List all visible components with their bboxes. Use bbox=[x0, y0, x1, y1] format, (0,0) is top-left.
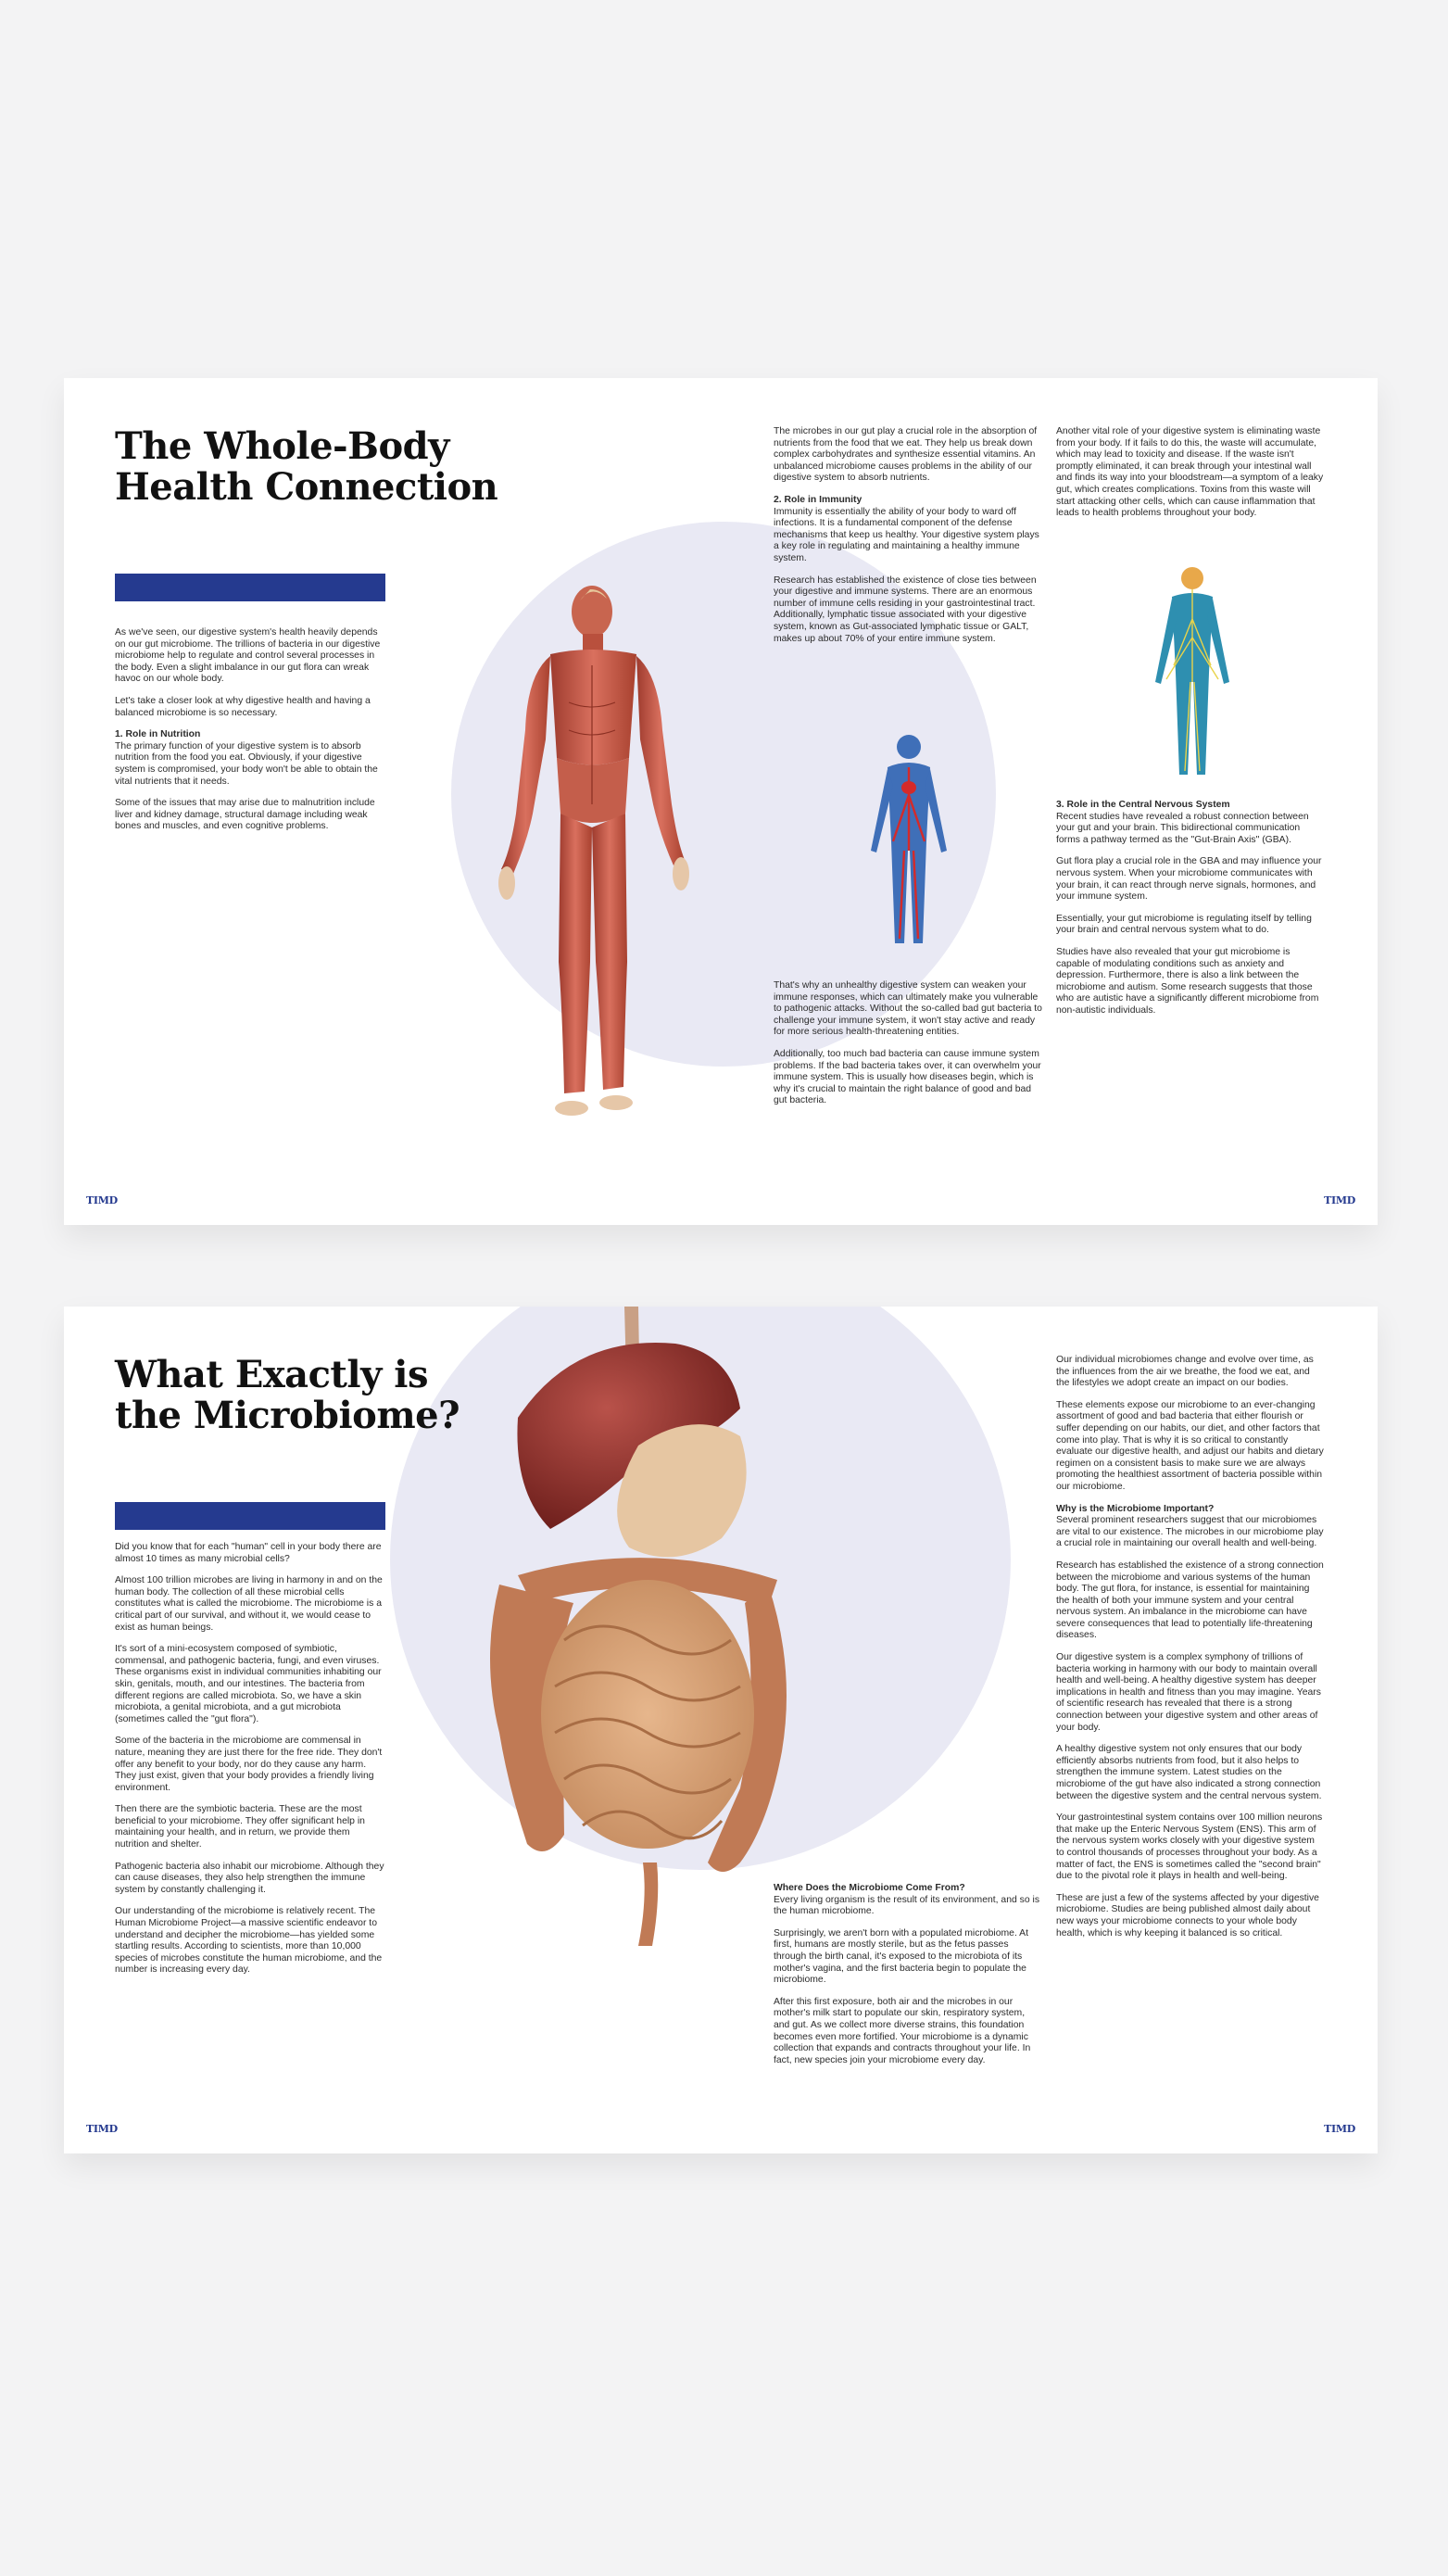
paragraph: Research has established the existence of a strong connection between the microbiome and various systems of the human body. The gut flora, for instance, is essential for maintaining the health of both your immune system and your central nervous system. An imbalance in the microbiome can have severe consequences that lead to potentially life-threatening diseases. bbox=[1056, 1559, 1324, 1641]
paragraph: Immunity is essentially the ability of your body to ward off infections. It is a fundamental component of the defense mechanisms that keep us healthy. Your digestive system plays a key role in regulating and maintaining a healthy immune system. bbox=[774, 506, 1039, 563]
title-line-2: Health Connection bbox=[115, 465, 498, 509]
paragraph: Let's take a closer look at why digestive health and having a balanced microbiome is so necessary. bbox=[115, 695, 371, 718]
paragraph: Gut flora play a crucial role in the GBA and may influence your nervous system. When your microbiome communicates with your brain, it can react through nerve signals, hormones, and your immune system. bbox=[1056, 856, 1322, 903]
digestive-system-illustration bbox=[462, 1307, 842, 1946]
paragraph: The microbes in our gut play a crucial role in the absorption of nutrients from the food that we eat. They help us break down complex carbohydrates and synthesize essential vitamins. An unbalanced microbiome causes problems in the ability of our digestive system to absorb nutrients. bbox=[774, 426, 1038, 484]
paragraph: Recent studies have revealed a robust connection between your gut and your brain. This bidirectional communication forms a pathway termed as the "Gut-Brain Axis" (GBA). bbox=[1056, 811, 1309, 845]
paragraph: As we've seen, our digestive system's health heavily depends on our gut microbiome. The trillions of bacteria in our digestive microbiome help to regulate and control several processes in the body. Even a slight imbalance in our gut flora can wreak havoc on our whole body. bbox=[115, 627, 381, 685]
section-heading: Why is the Microbiome Important? bbox=[1056, 1503, 1215, 1514]
title-line-1: What Exactly is bbox=[115, 1353, 428, 1396]
middle-column bbox=[774, 1883, 1042, 2077]
paragraph: These are just a few of the systems affected by your digestive microbiome. Studies are being published almost daily about new ways your microbiome connects to your whole body health, which is why keeping it balanced is so critical. bbox=[1056, 1892, 1319, 1938]
paragraph: Studies have also revealed that your gut microbiome is capable of modulating conditions such as anxiety and depression. Furthermore, there is also a link between the microbiome and autism. Some research suggests that those who are autistic have a significantly different microbiome from non-autistic individuals. bbox=[1056, 946, 1319, 1016]
paragraph: The primary function of your digestive system is to absorb nutrition from the food you eat. Obviously, if your digestive system is compromised, your body won't be able to obtain the vital nutrients that it needs. bbox=[115, 740, 378, 787]
right-column bbox=[1056, 1355, 1325, 1950]
section-heading: 2. Role in Immunity bbox=[774, 494, 863, 505]
paragraph: Did you know that for each "human" cell in your body there are almost 10 times as many microbial cells? bbox=[115, 1542, 382, 1564]
section-heading: 3. Role in the Central Nervous System bbox=[1056, 800, 1230, 810]
brand-logo-right: TIMD bbox=[1324, 2123, 1355, 2135]
paragraph: Several prominent researchers suggest that our microbiomes are vital to our existence. The microbes in our microbiome play a crucial role in maintaining our overall health and well-being. bbox=[1056, 1515, 1324, 1549]
brand-logo-right: TIMD bbox=[1324, 1194, 1355, 1206]
paragraph: It's sort of a mini-ecosystem composed of symbiotic, commensal, and pathogenic bacteria, fungi, and even viruses. These organisms exist in individual communities inhabiting our skin, genitals, mouth, and our intestines. The bacteria from different regions are called microbiota. So, we have a skin microbiota, a genital microbiota, and a gut microbiota (sometimes called the "gut flora"). bbox=[115, 1644, 382, 1724]
paragraph: These elements expose our microbiome to an ever-changing assortment of good and bad bacteria that either flourish or suffer depending on our habits, our diet, and other factors that come into play. That is why it is so critical to constantly evaluate our digestive health, and adjust our habits and dietary regimen on a consistent basis to make sure we are always promoting the healthiest assortment of bacteria possible within our microbiome. bbox=[1056, 1399, 1324, 1492]
paragraph: Our digestive system is a complex symphony of trillions of bacteria working in harmony with our body to maintain overall health and well-being. A healthy digestive system has deeper implications in health and fitness than you may imagine. Years of scientific research has revealed that there is a strong connection between your digestive system and other areas of your body. bbox=[1056, 1652, 1321, 1733]
paragraph: Our individual microbiomes change and evolve over time, as the influences from the air we breathe, the food we eat, and the lifestyles we adopt create an impact on our bodies. bbox=[1056, 1355, 1314, 1389]
paragraph: Some of the issues that may arise due to malnutrition include liver and kidney damage, structural damage including weak bones and muscles, and even cognitive problems. bbox=[115, 798, 375, 832]
page-title bbox=[115, 1355, 460, 1436]
title-line-1: The Whole-Body bbox=[115, 424, 449, 468]
paragraph: That's why an unhealthy digestive system can weaken your immune responses, which can ultimately make you vulnerable to pathogenic attacks. Without the so-called bad gut bacteria to challenge your immune system, it won't stay active and ready for more serious health-threatening entities. bbox=[774, 980, 1042, 1038]
accent-bar bbox=[115, 574, 385, 601]
spread-whole-body-health bbox=[64, 378, 1378, 1225]
muscular-body-illustration bbox=[462, 573, 740, 1129]
paragraph: Essentially, your gut microbiome is regulating itself by telling your brain and central nervous system what to do. bbox=[1056, 913, 1312, 936]
section-heading: 1. Role in Nutrition bbox=[115, 729, 201, 740]
section-heading: Where Does the Microbiome Come From? bbox=[774, 1883, 965, 1893]
page-title bbox=[115, 426, 497, 508]
circulatory-system-illustration bbox=[858, 730, 960, 953]
paragraph: Almost 100 trillion microbes are living in harmony in and on the human body. The collection of all these microbial cells constitutes what is called the microbiome. The microbiome is a critical part of our survival, and without it, we would cease to exist as human beings. bbox=[115, 1575, 383, 1633]
title-line-2: the Microbiome? bbox=[115, 1394, 460, 1437]
paragraph: Some of the bacteria in the microbiome are commensal in nature, meaning they are just there for the free ride. They don't offer any benefit to your body, nor do they cause any harm. They just exist, given that your body provides a friendly living environment. bbox=[115, 1736, 383, 1793]
brand-logo-left: TIMD bbox=[86, 1194, 118, 1206]
middle-column-top bbox=[774, 426, 1042, 655]
paragraph: A healthy digestive system not only ensures that our body efficiently absorbs nutrients from food, but it also helps to strengthen the immune system. Latest studies on the microbiome of the gut have also indicated a strong connection between the digestive system and the central nervous system. bbox=[1056, 1744, 1322, 1801]
right-column-bottom bbox=[1056, 800, 1325, 1028]
paragraph: Your gastrointestinal system contains over 100 million neurons that make up the Enteric Nervous System (ENS). This arm of the nervous system works closely with your digestive system to control thousands of processes throughout your body. As a matter of fact, the ENS is sometimes called the "second brain" due to the pivotal role it plays in health and well-being. bbox=[1056, 1812, 1323, 1882]
brand-logo-left: TIMD bbox=[86, 2123, 118, 2135]
paragraph: Another vital role of your digestive system is eliminating waste from your body. If it fails to do this, the waste will accumulate, which may lead to toxicity and disease. If the waste isn't promptly eliminated, it can break through your intestinal wall and finds its way into your bloodstream—a symptom of a leaky gut, which creates complications. Toxins from this waste will start attacking other cells, which can cause inflammation that leads to health problems throughout your body. bbox=[1056, 426, 1324, 519]
paragraph: Additionally, too much bad bacteria can cause immune system problems. If the bad bacteria takes over, it can overwhelm your immune system. This is usually how diseases begin, which is why it's crucial to maintain the right balance of good and bad gut bacteria. bbox=[774, 1048, 1041, 1106]
right-column-top bbox=[1056, 426, 1325, 530]
paragraph: Then there are the symbiotic bacteria. These are the most beneficial to your microbiome. They offer significant help in maintaining your health, and in return, we provide them nutrition and shelter. bbox=[115, 1804, 365, 1850]
spread-what-is-microbiome bbox=[64, 1307, 1378, 2153]
paragraph: Our understanding of the microbiome is relatively recent. The Human Microbiome Project—a massive scientific endeavor to understand and decipher the microbiome—has yielded some startling results. According to scientists, more than 10,000 species of microbes constitute the human microbiome, and the number is increasing every day. bbox=[115, 1906, 383, 1976]
left-column bbox=[115, 1542, 385, 1987]
paragraph: Every living organism is the result of its environment, and so is the human microbiome. bbox=[774, 1894, 1040, 1917]
left-column bbox=[115, 627, 385, 843]
paragraph: After this first exposure, both air and the microbes in our mother's milk start to populate our skin, respiratory system, and gut. As we collect more diverse strains, this foundation becomes even more fortified. Your microbiome is a dynamic collection that expands and contracts throughout your life. In fact, new species join your microbiome every day. bbox=[774, 1996, 1031, 2065]
paragraph: Pathogenic bacteria also inhabit our microbiome. Although they can cause diseases, they also help strengthen the immune system by constantly challenging it. bbox=[115, 1861, 384, 1895]
nervous-system-illustration bbox=[1146, 563, 1239, 786]
paragraph: Surprisingly, we aren't born with a populated microbiome. At first, humans are mostly sterile, but as the fetus passes through the birth canal, it's exposed to the microbiota of its mother's vagina, and the first bacteria begin to populate the microbiome. bbox=[774, 1927, 1028, 1986]
accent-bar bbox=[115, 1502, 385, 1530]
middle-column-bottom bbox=[774, 980, 1042, 1118]
paragraph: Research has established the existence of close ties between your digestive and immune systems. There are an enormous number of immune cells residing in your gastrointestinal tract. Additionally, lymphatic tissue associated with your digestive system, known as Gut-associated lymphatic tissue or GALT, makes up about 70% of your entire immune system. bbox=[774, 575, 1037, 644]
